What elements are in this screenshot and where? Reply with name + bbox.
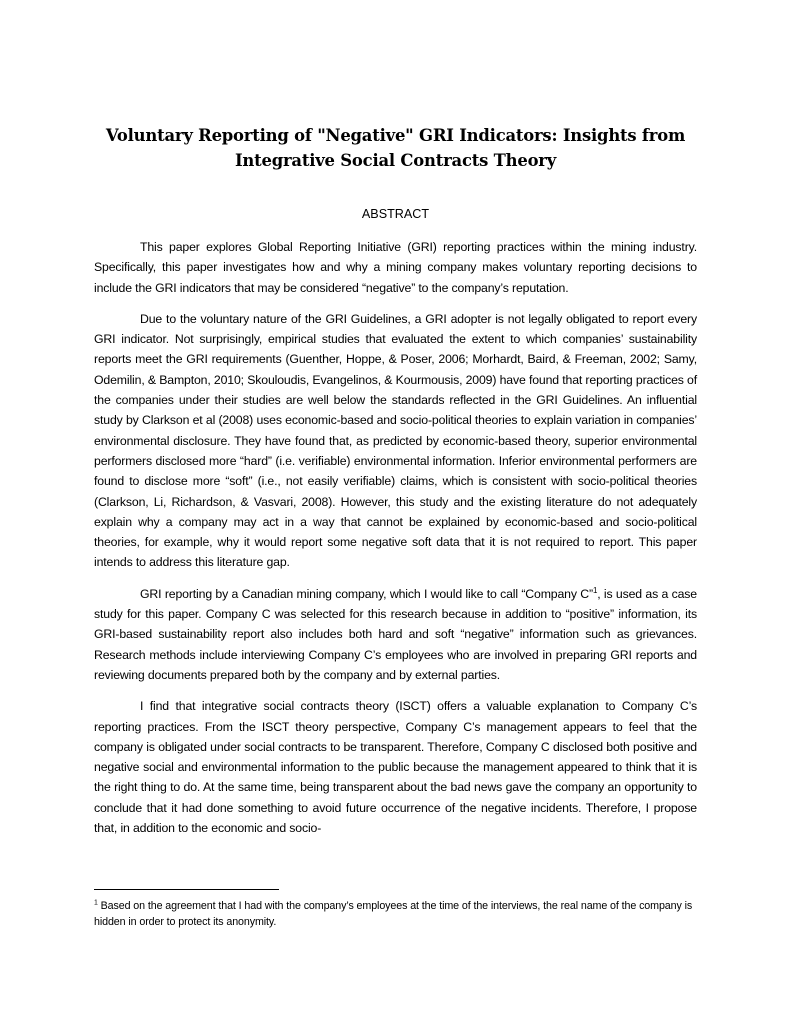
paper-title-line-2: Integrative Social Contracts Theory — [234, 151, 557, 170]
abstract-body — [94, 237, 697, 849]
paragraph-3-text-end: , is used as a case study for this paper. Company C was selected for this research because in addition to “positive” information, its GRI-based sustainability report also includes both hard and soft “negative” information such as grievances. Research methods include interviewing Company C’s employees who are involved in preparing GRI reports and reviewing documents prepared both by the company and by external parties. — [94, 586, 697, 682]
paper-title-line-1: Voluntary Reporting of "Negative" GRI Indicators: Insights from — [105, 126, 686, 145]
footnote-separator — [94, 889, 279, 890]
paper-title — [94, 123, 697, 173]
footnote-marker: 1 — [94, 899, 98, 907]
abstract-paragraph-3 — [94, 584, 697, 685]
paragraph-3-text-start: GRI reporting by a Canadian mining company, which I would like to call “Company C” — [140, 586, 593, 601]
footnote — [94, 898, 697, 930]
abstract-paragraph-4: I find that integrative social contracts theory (ISCT) offers a valuable explanation to Company C’s reporting practices. From the ISCT theory perspective, Company C’s management appears to feel that the company is obligated under social contracts to be transparent. Therefore, Company C disclosed both positive and negative social and environmental information to the public because the management appeared to think that it is the right thing to do. At the same time, being transparent about the bad news gave the company an opportunity to conclude that it had done something to avoid future occurrence of the negative incidents. Therefore, I propose that, in addition to the economic and socio- — [94, 699, 697, 836]
footnote-reference[interactable]: 1 — [592, 585, 598, 595]
abstract-paragraph-2: Due to the voluntary nature of the GRI Guidelines, a GRI adopter is not legally obligated to report every GRI indicator. Not surprisingly, empirical studies that evaluated the extent to which companies’ sustainability reports meet the GRI requirements (Guenther, Hoppe, & Poser, 2006; Morhardt, Baird, & Freeman, 2002; Samy, Odemilin, & Bampton, 2010; Skouloudis, Evangelinos, & Kourmousis, 2009) have found that reporting practices of the companies under their studies are well below the standards reflected in the GRI Guidelines. An influential study by Clarkson et al (2008) uses economic-based and socio-political theories to explain variation in companies’ environmental disclosure. They have found that, as predicted by economic-based theory, superior environmental performers disclosed more “hard” (i.e. verifiable) environmental information. Inferior environmental performers are found to disclose more “soft” (i.e., not easily verifiable) claims, which is consistent with socio-political theories (Clarkson, Li, Richardson, & Vasvari, 2008). However, this study and the existing literature do not adequately explain why a company may act in a way that cannot be explained by economic-based and socio-political theories, for example, why it would report some negative soft data that it is not required to report. This paper intends to address this literature gap. — [94, 311, 697, 570]
footnote-text: Based on the agreement that I had with the company’s employees at the time of the interviews, the real name of the company is hidden in order to protect its anonymity. — [94, 900, 693, 928]
abstract-heading: ABSTRACT — [361, 207, 430, 221]
abstract-paragraph-1: This paper explores Global Reporting Initiative (GRI) reporting practices within the mining industry. Specifically, this paper investigates how and why a mining company makes voluntary reporting decisions to include the GRI indicators that may be considered “negative” to the company’s reputation. — [94, 240, 697, 295]
